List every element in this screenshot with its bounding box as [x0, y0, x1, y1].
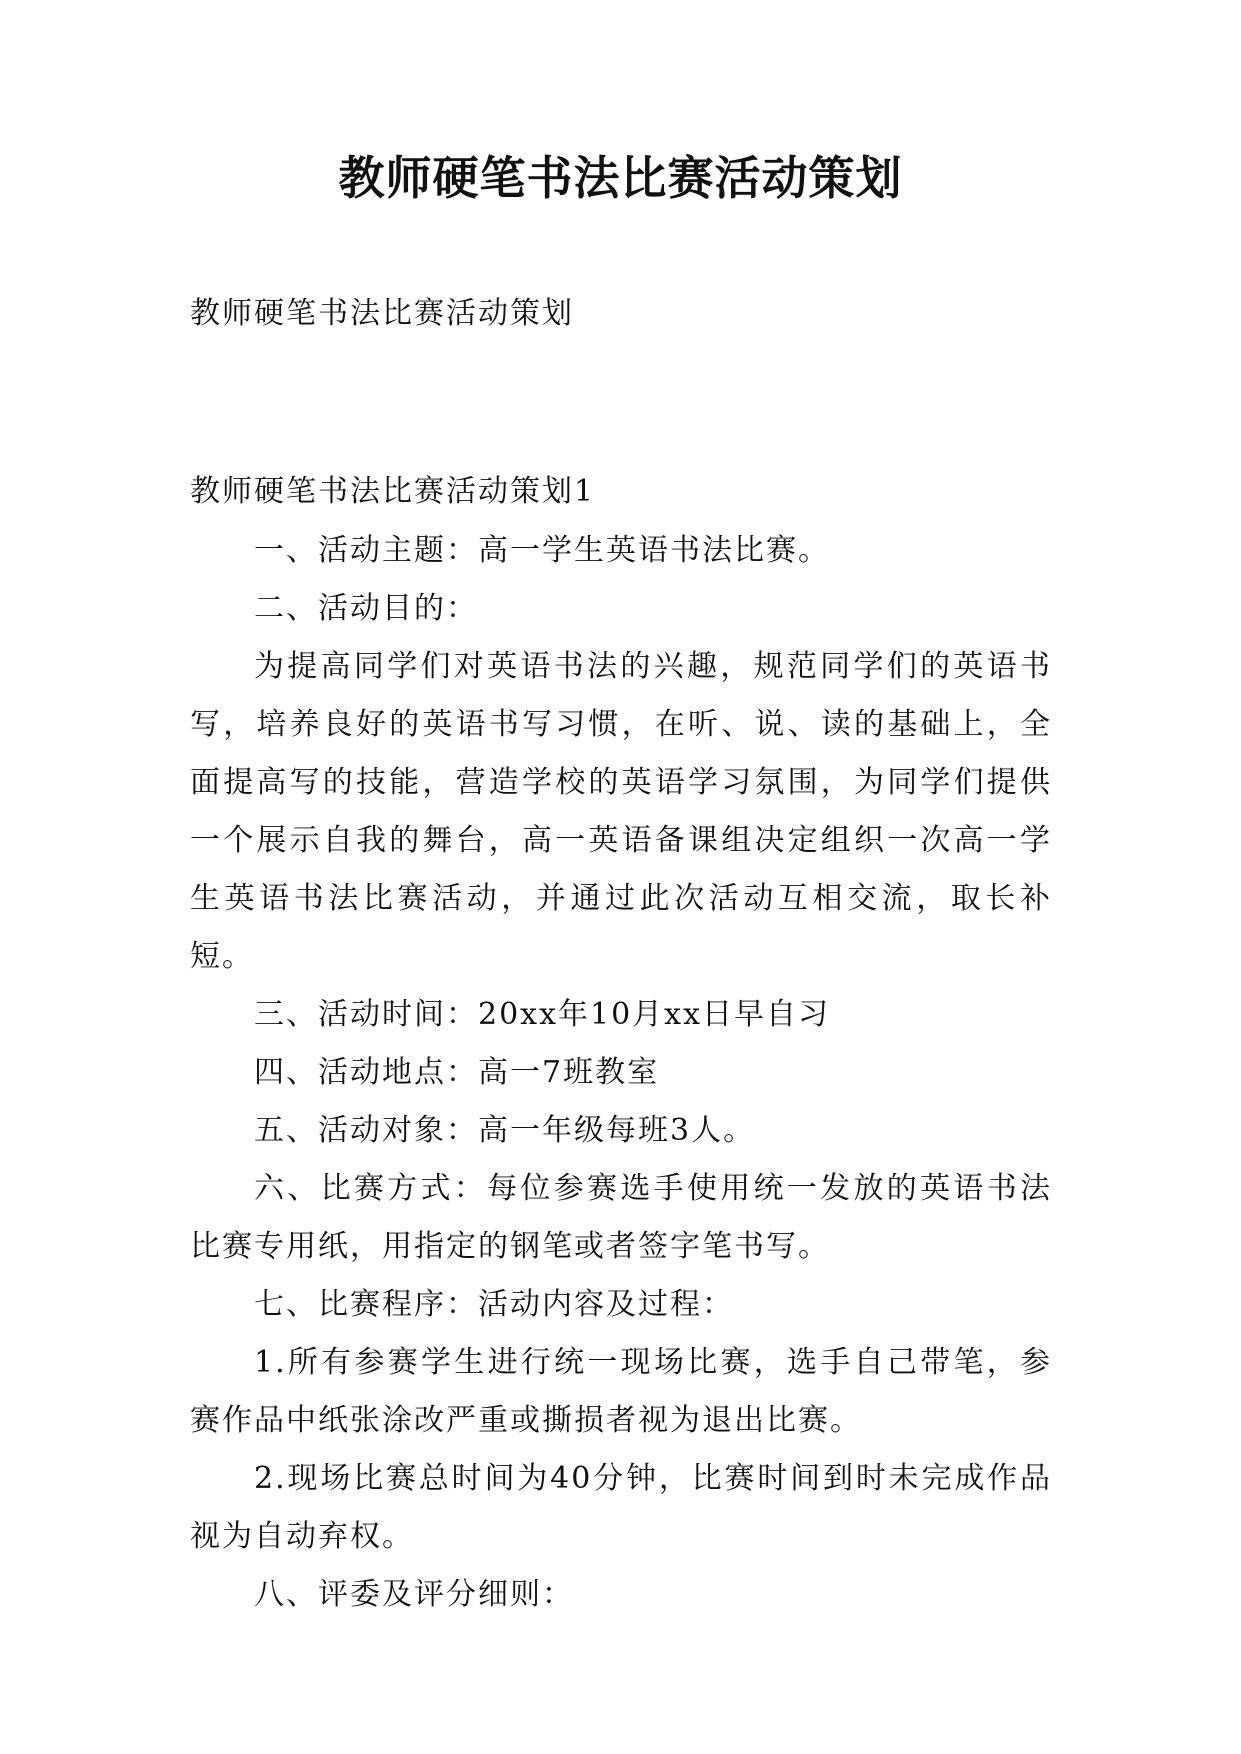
- paragraph-participants: 五、活动对象：高一年级每班3人。: [254, 1113, 756, 1148]
- section-title: 教师硬笔书法比赛活动策划1: [190, 474, 596, 509]
- paragraph-purpose-heading: 二、活动目的：: [254, 591, 478, 626]
- document-body: [190, 522, 1052, 1624]
- document-title: 教师硬笔书法比赛活动策划: [338, 151, 903, 205]
- paragraph-procedure-heading: 七、比赛程序：活动内容及过程：: [254, 1287, 734, 1322]
- paragraph-time: 三、活动时间：20xx年10月xx日早自习: [254, 997, 831, 1032]
- paragraph-purpose: 为提高同学们对英语书法的兴趣，规范同学们的英语书写，培养良好的英语书写习惯，在听、说、读的基础上，全面提高写的技能，营造学校的英语学习氛围，为同学们提供一个展示自我的舞台，高一英语备课组决定组织一次高一学生英语书法比赛活动，并通过此次活动互相交流，取长补短。: [190, 649, 1052, 974]
- paragraph-rule-1: 1.所有参赛学生进行统一现场比赛，选手自己带笔，参赛作品中纸张涂改严重或撕损者视为退出比赛。: [190, 1345, 1052, 1438]
- paragraph-location: 四、活动地点：高一7班教室: [254, 1055, 660, 1090]
- paragraph-rule-2: 2.现场比赛总时间为40分钟，比赛时间到时未完成作品视为自动弃权。: [190, 1461, 1052, 1554]
- paragraph-theme: 一、活动主题：高一学生英语书法比赛。: [254, 533, 830, 568]
- document-subtitle: 教师硬笔书法比赛活动策划: [190, 296, 574, 331]
- paragraph-judging-heading: 八、评委及评分细则：: [254, 1577, 574, 1612]
- paragraph-format: 六、比赛方式：每位参赛选手使用统一发放的英语书法比赛专用纸，用指定的钢笔或者签字笔书写。: [190, 1171, 1052, 1264]
